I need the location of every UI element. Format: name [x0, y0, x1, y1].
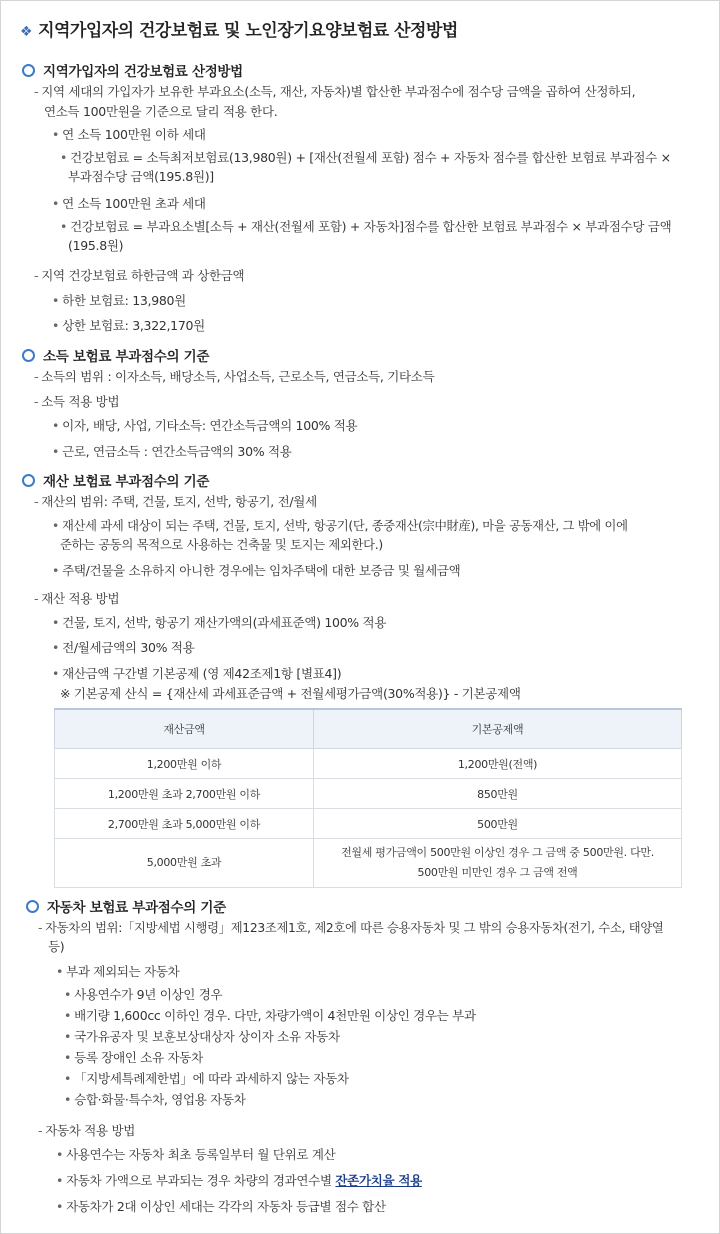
vehicle-method-1: • 사용연수는 자동차 최초 등록일부터 월 단위로 계산 — [56, 1147, 336, 1162]
column-header: 기본공제액 — [314, 709, 682, 749]
vehicle-exclusion-item: • 승합·화물·특수차, 영업용 자동차 — [64, 1092, 246, 1107]
income-method-2: • 근로, 연금소득 : 연간소득금액의 30% 적용 — [52, 444, 292, 459]
deduction-table — [54, 708, 682, 888]
circle-bullet-icon — [26, 900, 39, 913]
circle-bullet-icon — [22, 64, 35, 77]
property-method-2: • 전/월세금액의 30% 적용 — [52, 640, 195, 655]
vehicle-exclusion-item: • 배기량 1,600cc 이하인 경우. 다만, 차량가액이 4천만원 이상인 경우는 부과 — [64, 1008, 476, 1023]
property-scope: - 재산의 범위: 주택, 건물, 토지, 선박, 항공기, 전/월세 — [34, 494, 317, 509]
vehicle-exclusion-item: • 등록 장애인 소유 자동차 — [64, 1050, 203, 1065]
vehicle-scope-2: 등) — [48, 939, 65, 954]
table-row — [55, 749, 682, 779]
limit-label: - 지역 건강보험료 하한금액 과 상한금액 — [34, 268, 245, 283]
under-1m-label: • 연 소득 100만원 이하 세대 — [52, 127, 206, 142]
table-cell: 1,200만원(전액) — [314, 749, 682, 779]
income-scope: - 소득의 범위 : 이자소득, 배당소득, 사업소득, 근로소득, 연금소득, 기타소득 — [34, 369, 435, 384]
over-1m-label: • 연 소득 100만원 초과 세대 — [52, 196, 206, 211]
section-heading-local-premium: 지역가입자의 건강보험료 산정방법 — [22, 60, 243, 80]
property-note-3: • 주택/건물을 소유하지 아니한 경우에는 임차주택에 대한 보증금 및 월세금액 — [52, 563, 461, 578]
property-note-1: • 재산세 과세 대상이 되는 주택, 건물, 토지, 선박, 항공기(단, 종중재산(宗中財産), 마을 공동재산, 그 밖에 이에 — [52, 519, 628, 533]
table-row — [55, 809, 682, 839]
diamond-bullet-icon: ❖ — [20, 24, 33, 40]
property-method-label: - 재산 적용 방법 — [34, 591, 120, 606]
table-cell: 1,200만원 초과 2,700만원 이하 — [55, 779, 314, 809]
over-1m-formula-1: • 건강보험료 = 부과요소별[소득 + 재산(전월세 포함) + 자동차]점수를 합산한 보험료 부과점수 × 부과점수당 금액 — [60, 219, 672, 234]
vehicle-scope-1: - 자동차의 범위:「지방세법 시행령」제123조제1호, 제2호에 따른 승용자동차 및 그 밖의 승용자동차(전기, 수소, 태양열 — [38, 921, 664, 935]
vehicle-method-label: - 자동차 적용 방법 — [38, 1123, 135, 1138]
table-cell — [314, 839, 682, 888]
circle-bullet-icon — [22, 349, 35, 362]
income-method-label: - 소득 적용 방법 — [34, 394, 120, 409]
vehicle-exclusion-item: • 「지방세특례제한법」에 따라 과세하지 않는 자동차 — [64, 1071, 349, 1086]
under-1m-formula-1: • 건강보험료 = 소득최저보험료(13,980원) + [재산(전월세 포함) 점수 + 자동차 점수를 합산한 보험료 부과점수 × — [60, 150, 671, 165]
column-header: 재산금액 — [55, 709, 314, 749]
table-cell: 500만원 — [314, 809, 682, 839]
vehicle-method-3: • 자동차가 2대 이상인 세대는 각각의 자동차 등급별 점수 합산 — [56, 1199, 386, 1214]
table-header-row — [55, 709, 682, 749]
property-method-1: • 건물, 토지, 선박, 항공기 재산가액의(과세표준액) 100% 적용 — [52, 615, 387, 630]
table-cell: 1,200만원 이하 — [55, 749, 314, 779]
over-1m-formula-2: (195.8원) — [68, 238, 124, 253]
section-heading-vehicle: 자동차 보험료 부과점수의 기준 — [26, 896, 226, 916]
table-row — [55, 839, 682, 888]
property-note-2: 준하는 공동의 목적으로 사용하는 건축물 및 토지는 제외한다.) — [60, 538, 383, 552]
residual-value-rate-link[interactable]: 잔존가치율 적용 — [335, 1173, 422, 1188]
intro-line-1: - 지역 세대의 가입자가 보유한 부과요소(소득, 재산, 자동차)별 합산한 부과점수에 점수당 금액을 곱하여 산정하되, — [34, 84, 636, 99]
under-1m-formula-2: 부과점수당 금액(195.8원)] — [68, 169, 214, 184]
vehicle-exclusion-label: • 부과 제외되는 자동차 — [56, 964, 180, 979]
section-heading-income: 소득 보험료 부과점수의 기준 — [22, 345, 209, 365]
section-heading-property: 재산 보험료 부과점수의 기준 — [22, 470, 209, 490]
table-cell: 850만원 — [314, 779, 682, 809]
deduction-formula: ※ 기본공제 산식 = {재산세 과세표준금액 + 전월세평가금액(30%적용)} - 기본공제액 — [60, 686, 521, 701]
intro-line-2: 연소득 100만원을 기준으로 달리 적용 한다. — [44, 104, 278, 119]
circle-bullet-icon — [22, 474, 35, 487]
max-premium: • 상한 보험료: 3,322,170원 — [52, 318, 205, 333]
table-cell: 2,700만원 초과 5,000만원 이하 — [55, 809, 314, 839]
property-method-3: • 재산금액 구간별 기본공제 (영 제42조제1항 [별표4]) — [52, 666, 342, 681]
table-row — [55, 779, 682, 809]
vehicle-method-2: • 자동차 가액으로 부과되는 경우 차량의 경과연수별 잔존가치율 적용 — [56, 1173, 422, 1188]
vehicle-exclusion-item: • 국가유공자 및 보훈보상대상자 상이자 소유 자동차 — [64, 1029, 340, 1044]
page-title: ❖ 지역가입자의 건강보험료 및 노인장기요양보험료 산정방법 — [20, 21, 458, 41]
table-cell-line: 전월세 평가금액이 500만원 이상인 경우 그 금액 중 500만원. 다만. — [341, 846, 654, 859]
table-cell-line: 500만원 미만인 경우 그 금액 전액 — [417, 866, 578, 879]
table-cell: 5,000만원 초과 — [55, 839, 314, 888]
min-premium: • 하한 보험료: 13,980원 — [52, 293, 186, 308]
vehicle-exclusion-item: • 사용연수가 9년 이상인 경우 — [64, 987, 223, 1002]
income-method-1: • 이자, 배당, 사업, 기타소득: 연간소득금액의 100% 적용 — [52, 418, 358, 433]
